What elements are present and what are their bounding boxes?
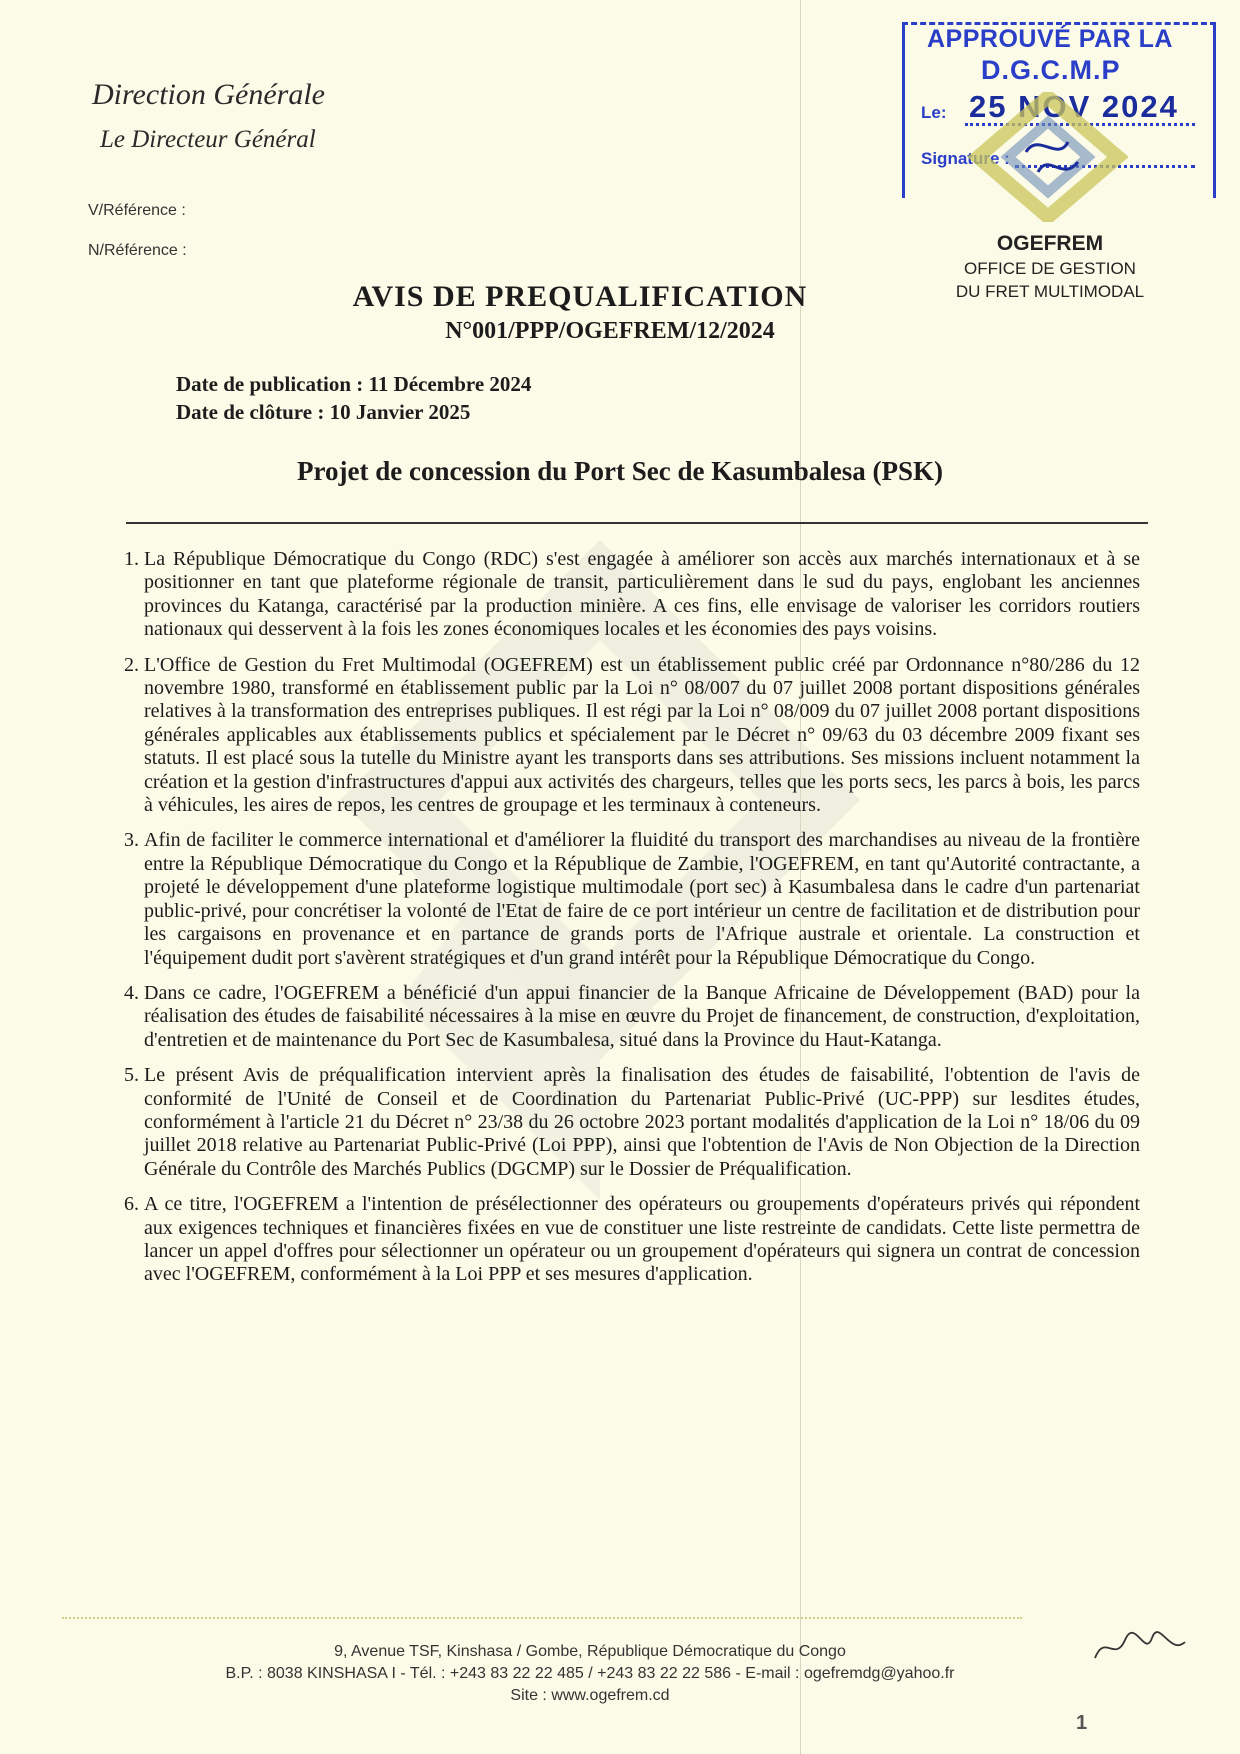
v-reference: V/Référence : xyxy=(88,202,186,219)
notice-title: AVIS DE PREQUALIFICATION xyxy=(352,280,808,313)
n-reference: N/Référence : xyxy=(88,242,187,259)
paragraph xyxy=(124,1064,1140,1181)
publication-date: Date de publication : 11 Décembre 2024 xyxy=(176,372,532,396)
paragraph-number: 2. xyxy=(124,653,139,676)
paragraph-number: 6. xyxy=(124,1193,139,1216)
stamp-signature-label: Signature : xyxy=(921,149,1010,168)
closing-date: Date de clôture : 10 Janvier 2025 xyxy=(176,400,471,424)
paragraph xyxy=(124,548,1140,642)
footer-contact: B.P. : 8038 KINSHASA I - Tél. : +243 83 22 22 485 / +243 83 22 22 586 - E-mail : ogefremdg@yahoo.fr xyxy=(225,1665,955,1682)
paragraph-text: L'Office de Gestion du Fret Multimodal (OGEFREM) est un établissement public créé par Ordonnance n°80/286 du 12 novembre 1980, transformé en établissement public par la Loi n° 08/007 du 07 juillet 2008 portant dispositions générales relatives à la transformation des entreprises publiques. Il est régi par la Loi n° 08/009 du 07 juillet 2008 portant dispositions générales applicables aux établissements publics et spécialement par le Décret n° 09/63 du 03 décembre 2009 fixant ses statuts. Il est placé sous la tutelle du Ministre ayant les transports dans ses attributions. Ses missions incluent notamment la création et la gestion d'infrastructures d'appui aux activités des chargeurs, telles que les ports secs, les parcs à bois, les parcs à véhicules, les aires de repos, les centres de groupage et les terminaux à conteneurs. xyxy=(144,653,1140,817)
title-divider xyxy=(126,522,1148,524)
footer-divider xyxy=(62,1617,1022,1619)
paragraph-text: La République Démocratique du Congo (RDC) s'est engagée à améliorer son accès aux marchés internationaux et à se positionner en tant que plateforme régionale de transit, particulièrement dans le sud du pays, englobant les anciennes provinces du Katanga, caractérisé par la production minière. A ces fins, elle envisage de valoriser les corridors routiers nationaux qui desservent à la fois les zones économiques locales et les économies des pays voisins. xyxy=(144,548,1140,641)
director-title: Le Directeur Général xyxy=(100,126,316,153)
paragraph-number: 5. xyxy=(124,1064,139,1087)
page-number: 1 xyxy=(1076,1712,1088,1734)
notice-paragraphs xyxy=(124,548,1140,1299)
project-title: Projet de concession du Port Sec de Kasumbalesa (PSK) xyxy=(297,456,943,486)
org-name: OGEFREM xyxy=(996,232,1104,255)
ogefrem-logo-icon xyxy=(968,92,1128,222)
paragraph xyxy=(124,1193,1140,1287)
stamp-date-value: 25 NOV 2024 xyxy=(969,89,1179,124)
paragraph xyxy=(124,981,1140,1052)
paragraph-text: Afin de faciliter le commerce international et d'améliorer la fluidité du transport des marchandises au niveau de la frontière entre la République Démocratique du Congo et la République de Zambie, l'OGEFREM, en tant qu'Autorité contractante, a projeté le développement d'une plateforme logistique multimodale (port sec) à Kasumbalesa dans le cadre d'un partenariat public-privé, pour concrétiser la volonté de l'Etat de faire de ce port intérieur un centre de facilitation et de distribution pour les cargaisons en provenance et en partance de grands ports de l'Afrique australe et orientale. La construction et l'équipement dudit port s'avèrent stratégiques et d'un grand intérêt pour la République Démocratique du Congo. xyxy=(144,829,1140,969)
org-line1: OFFICE DE GESTION xyxy=(964,259,1136,278)
footer-address: 9, Avenue TSF, Kinshasa / Gombe, République Démocratique du Congo xyxy=(334,1643,846,1660)
org-line2: DU FRET MULTIMODAL xyxy=(955,282,1145,301)
stamp-date-label: Le: xyxy=(921,103,947,122)
notice-number: N°001/PPP/OGEFREM/12/2024 xyxy=(445,318,775,344)
paragraph-text: A ce titre, l'OGEFREM a l'intention de présélectionner des opérateurs ou groupements d'opérateurs privés qui répondent aux exigences techniques et financières fixées en vue de constituer une liste restreinte de candidats. Cette liste permettra de lancer un appel d'offres pour sélectionner un opérateur ou un groupement d'opérateurs qui signera un contrat de concession avec l'OGEFREM, conformément à la Loi PPP et ses mesures d'application. xyxy=(144,1193,1140,1286)
footer-site: Site : www.ogefrem.cd xyxy=(510,1687,670,1704)
stamp-line1: APPROUVÉ PAR LA xyxy=(927,25,1173,53)
paragraph-number: 1. xyxy=(124,548,139,570)
paragraph-text: Dans ce cadre, l'OGEFREM a bénéficié d'un appui financier de la Banque Africaine de Développement (BAD) pour la réalisation des études de faisabilité nécessaires à la mise en œuvre du Projet de financement, de construction, d'exploitation, d'entretien et de maintenance du Port Sec de Kasumbalesa, situé dans la Province du Haut-Katanga. xyxy=(144,981,1140,1051)
paragraph-text: Le présent Avis de préqualification intervient après la finalisation des études de faisabilité, l'obtention de l'avis de conformité de l'Unité de Conseil et de Coordination du Partenariat Public-Privé (UC-PPP) sur lesdites études, conformément à l'article 21 du Décret n° 23/38 du 26 octobre 2023 portant modalités d'application de la Loi n° 18/06 du 09 juillet 2018 relative au Partenariat Public-Privé (Loi PPP), ainsi que l'obtention de l'Avis de Non Objection de la Direction Générale du Contrôle des Marchés Publics (DGCMP) sur le Dossier de Préqualification. xyxy=(144,1064,1140,1180)
paragraph-number: 3. xyxy=(124,829,139,852)
paragraph xyxy=(124,829,1140,969)
stamp-line2: D.G.C.M.P xyxy=(981,55,1121,85)
paragraph-number: 4. xyxy=(124,981,139,1004)
direction-title: Direction Générale xyxy=(92,78,325,111)
paragraph xyxy=(124,653,1140,818)
footer-signature-icon xyxy=(1090,1628,1190,1668)
